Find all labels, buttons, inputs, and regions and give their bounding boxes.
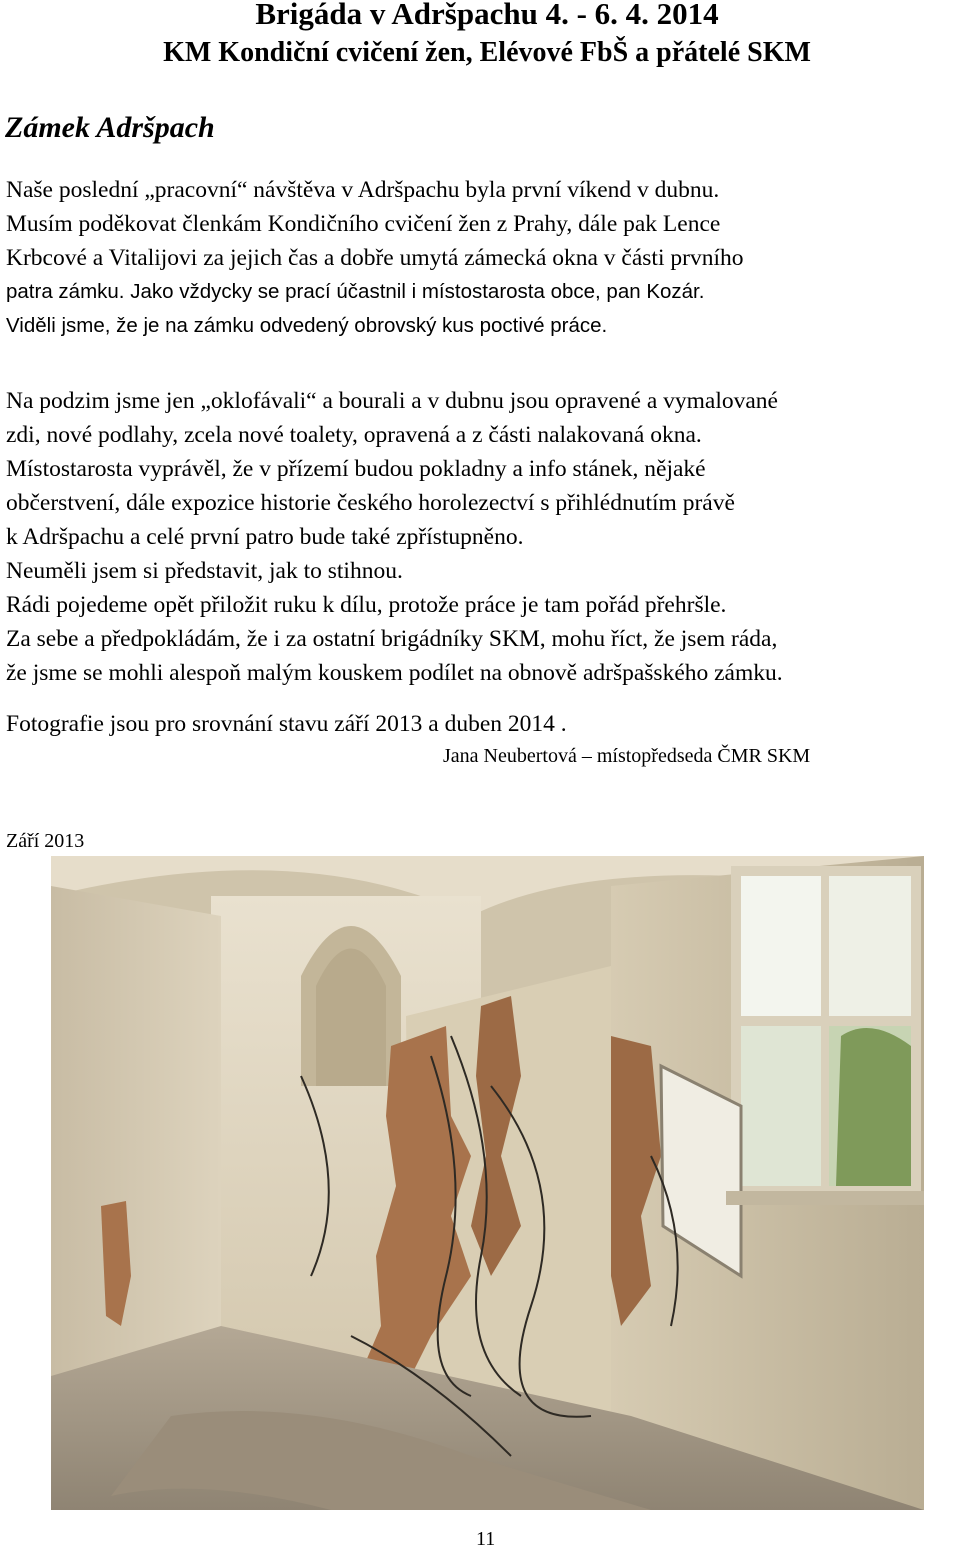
window-glass-left (741, 876, 821, 1016)
page-number: 11 (476, 1528, 496, 1550)
photos-note: Fotografie jsou pro srovnání stavu září 2013 a duben 2014 . (6, 711, 567, 737)
arch-inner (316, 949, 386, 1087)
signature: Jana Neubertová – místopředseda ČMR SKM (443, 745, 811, 767)
paragraph-line: Krbcové a Vitalijovi za jejich čas a dobře umytá zámecká okna v části prvního (6, 245, 744, 271)
paragraph-line: Viděli jsme, že je na zámku odvedený obrovský kus poctivé práce. (6, 314, 608, 337)
paragraph-line: Rádi pojedeme opět přiložit ruku k dílu, protože práce je tam pořád přehršle. (6, 592, 727, 618)
paragraph-line: že jsme se mohli alespoň malým kouskem podílet na obnově adršpašského zámku. (6, 660, 783, 686)
document-subtitle: KM Kondiční cvičení žen, Elévové FbŠ a přátelé SKM (163, 37, 811, 68)
paragraph-line: zdi, nové podlahy, zcela nové toalety, opravená a z části nalakovaná okna. (6, 422, 702, 448)
foliage (836, 1028, 911, 1186)
paragraph-intro (6, 173, 960, 343)
paragraph-line: Na podzim jsme jen „oklofávali“ a bourali a v dubnu jsou opravené a vymalované (6, 388, 778, 414)
paragraph-line: Za sebe a předpokládám, že i za ostatní brigádníky SKM, mohu říct, že jsem ráda, (6, 626, 778, 652)
window-sill (726, 1191, 924, 1205)
window-glass-right (829, 876, 911, 1016)
paragraph-line: Naše poslední „pracovní“ návštěva v Adršpachu byla první víkend v dubnu. (6, 177, 720, 203)
section-heading: Zámek Adršpach (5, 111, 215, 144)
document-title: Brigáda v Adršpachu 4. - 6. 4. 2014 (255, 0, 719, 31)
paragraph-progress (6, 384, 960, 690)
paragraph-line: Místostarosta vyprávěl, že v přízemí budou pokladny a info stánek, nějaké (6, 456, 706, 482)
castle-room-photo (51, 856, 924, 1510)
paragraph-line: Neuměli jsem si představit, jak to stihnou. (6, 558, 403, 584)
photo-caption: Září 2013 (6, 830, 85, 852)
paragraph-line: patra zámku. Jako vždycky se prací účastnil i místostarosta obce, pan Kozár. (6, 280, 705, 303)
paragraph-line: Musím poděkovat členkám Kondičního cvičení žen z Prahy, dále pak Lence (6, 211, 721, 237)
window-lower-left (741, 1026, 821, 1186)
paragraph-line: občerstvení, dále expozice historie českého horolezectví s přihlédnutím právě (6, 490, 735, 516)
left-wall (51, 886, 221, 1396)
paragraph-line: k Adršpachu a celé první patro bude také zpřístupněno. (6, 524, 524, 550)
